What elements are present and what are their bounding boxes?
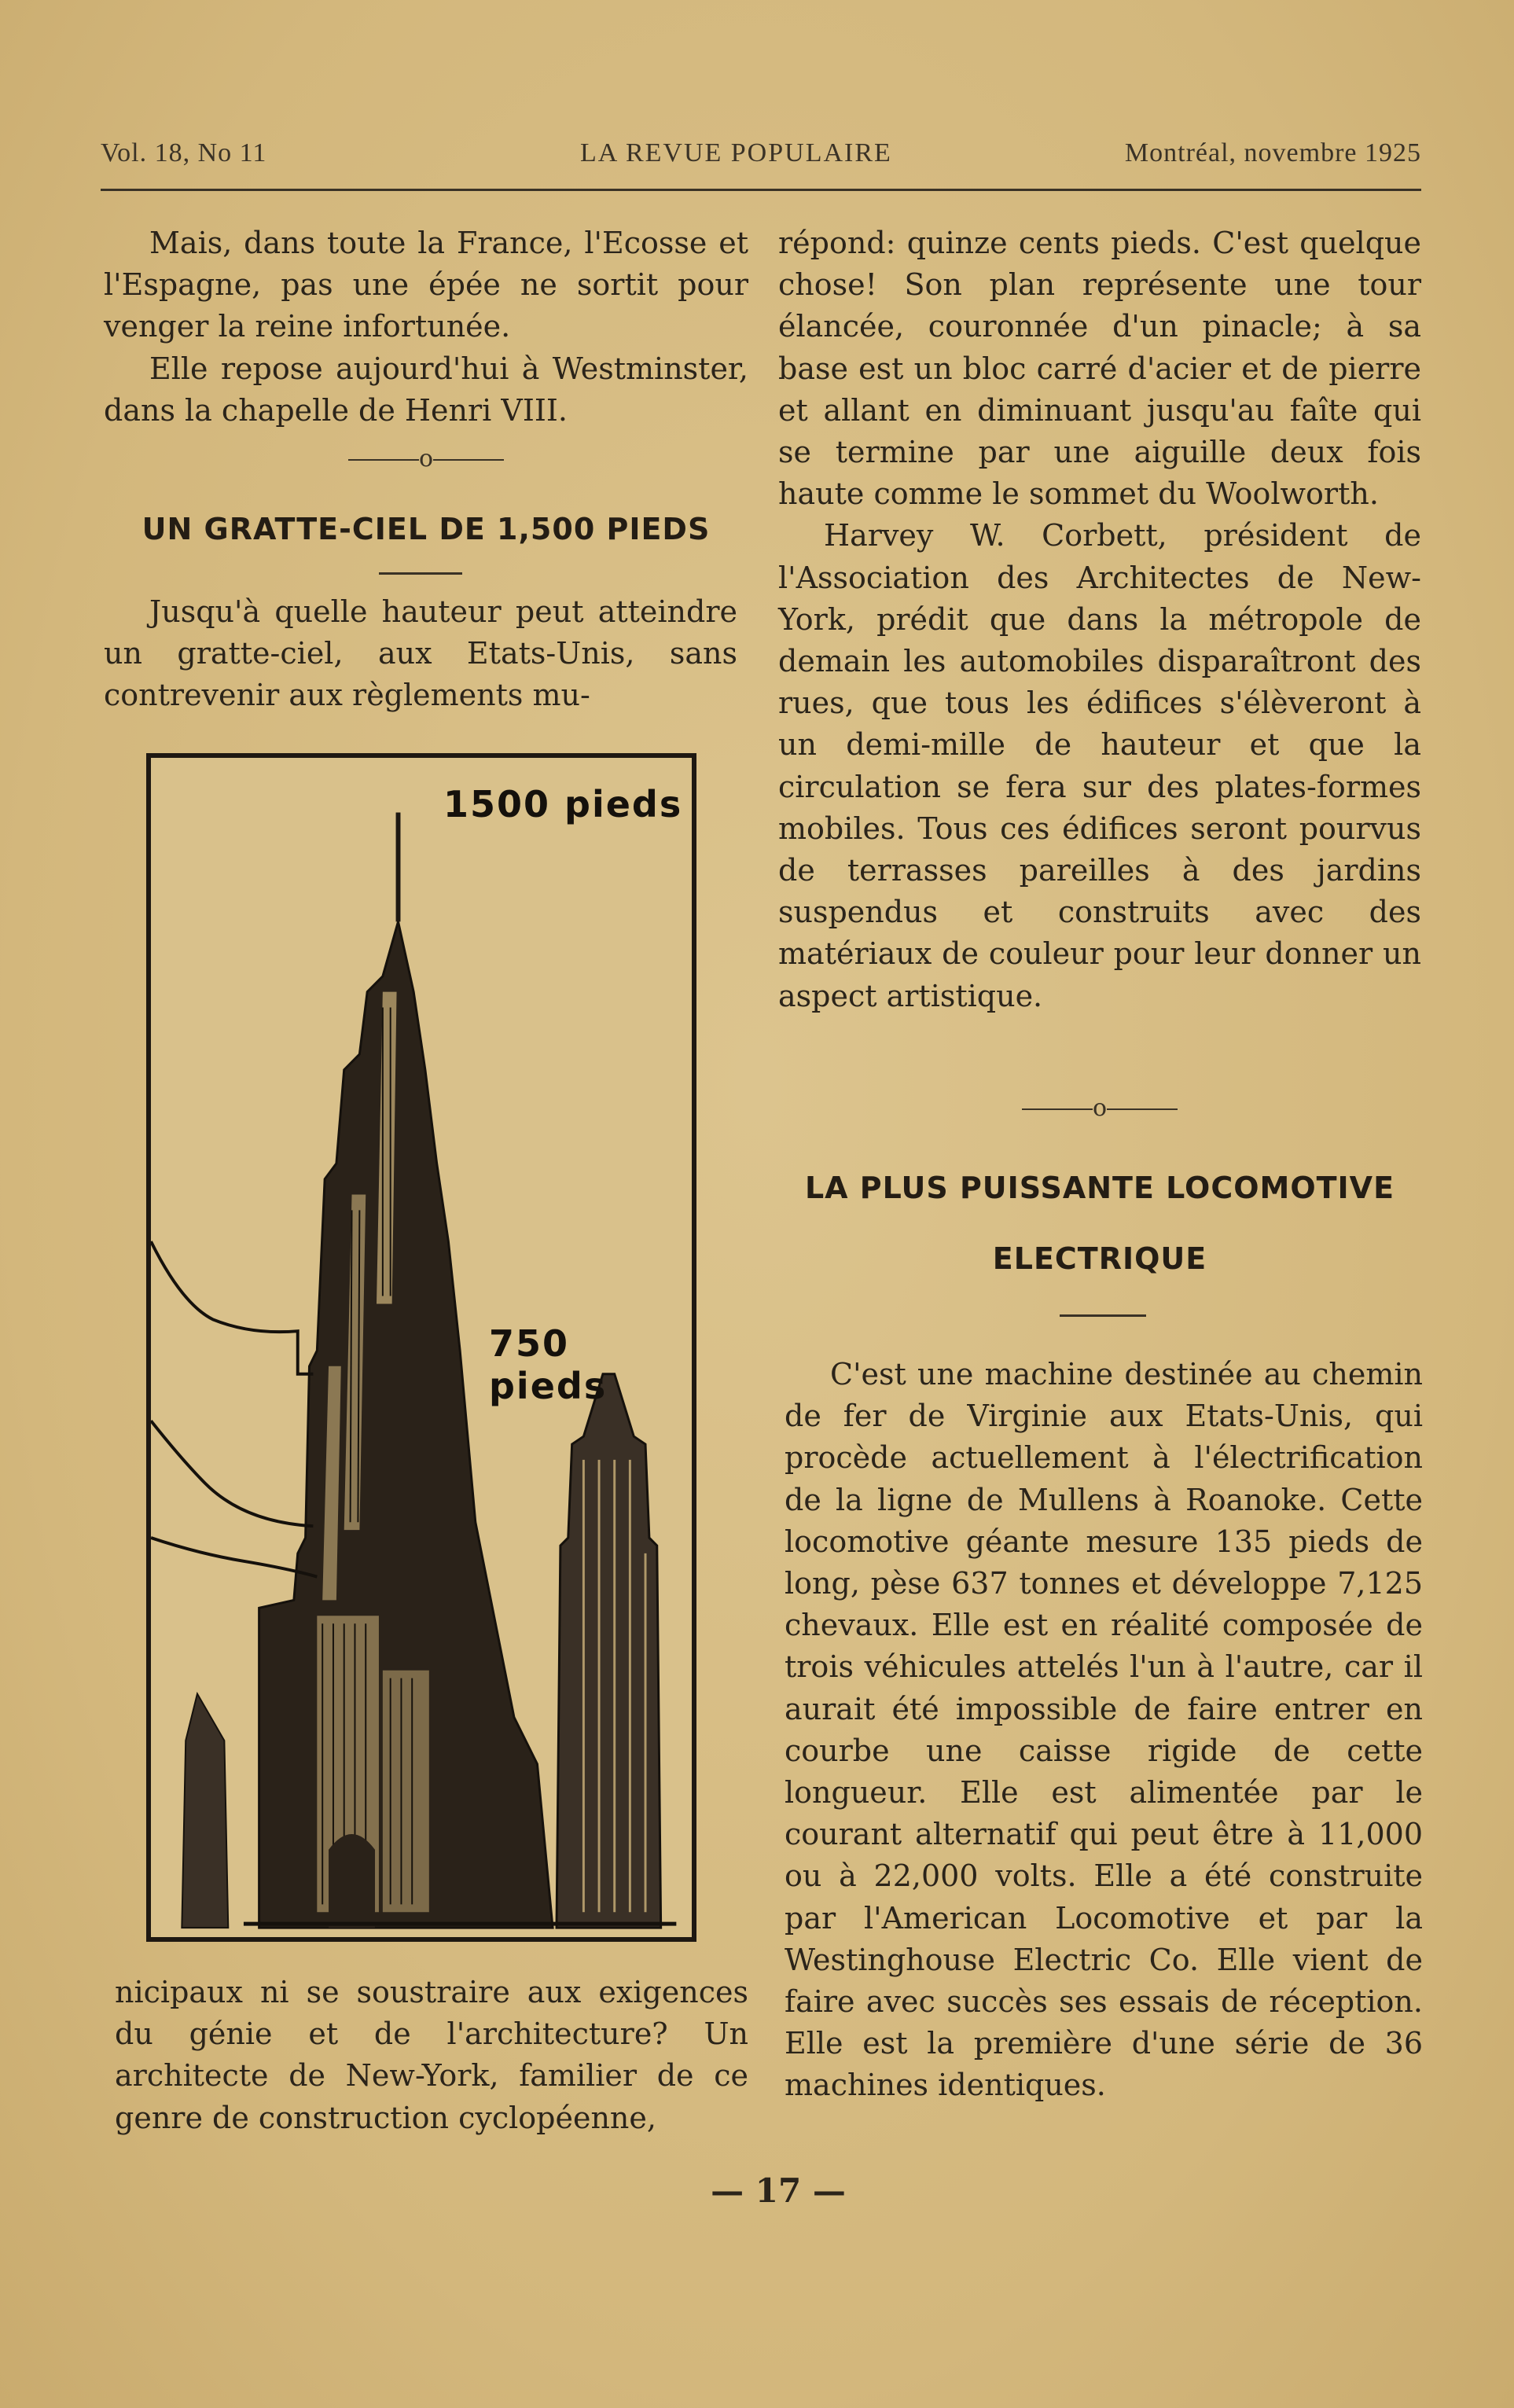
article1-continuation-left xyxy=(115,1972,748,2139)
running-head xyxy=(101,138,1421,186)
separator-line xyxy=(1022,1108,1093,1110)
separator-left xyxy=(104,445,748,472)
intro-paragraph-2: Elle repose aujourd'hui à Westminster, dans la chapelle de Henri VIII. xyxy=(104,351,748,428)
left-column-top xyxy=(104,222,748,432)
article2-title xyxy=(778,1162,1421,1285)
separator-right xyxy=(778,1094,1421,1122)
page-number: — 17 — xyxy=(711,2171,846,2210)
article1-intro xyxy=(104,591,737,717)
title-underline xyxy=(1060,1314,1146,1317)
publication-title: LA REVUE POPULAIRE xyxy=(580,138,892,167)
skyscraper-illustration xyxy=(146,753,696,1942)
separator-line xyxy=(1107,1108,1178,1110)
label-1500-pieds: 1500 pieds xyxy=(443,783,683,825)
article1-title: UN GRATTE-CIEL DE 1,500 PIEDS xyxy=(141,512,711,546)
intro-paragraph-1: Mais, dans toute la France, l'Ecosse et l'Espagne, pas une épée ne sortit pour venger la reine infortunée. xyxy=(104,226,748,344)
article2-title-line2: ELECTRIQUE xyxy=(992,1241,1207,1276)
header-rule xyxy=(101,189,1421,191)
label-750-pieds: 750 pieds xyxy=(489,1322,608,1407)
title-underline xyxy=(379,572,462,575)
article2-body xyxy=(785,1354,1423,2107)
separator-line xyxy=(348,459,419,461)
separator-mark: o xyxy=(418,445,434,472)
article1-paragraph-1: Jusqu'à quelle hauteur peut atteindre un gratte-ciel, aux Etats-Unis, sans contrevenir aux règlements mu- xyxy=(104,594,737,713)
separator-line xyxy=(433,459,504,461)
right-column-top xyxy=(778,222,1421,1017)
article1-cont-right: répond: quinze cents pieds. C'est quelque chose! Son plan représente une tour élancée, couronnée d'un pinacle; à sa base est un bloc carré d'acier et de pierre et allant en diminuant jusqu'au faîte qui se termine par une aiguille deux fois haute comme le sommet du Woolworth. xyxy=(778,226,1421,512)
article2-title-line1: LA PLUS PUISSANTE LOCOMOTIVE xyxy=(804,1171,1395,1205)
place-date: Montréal, novembre 1925 xyxy=(1124,138,1421,167)
article1-paragraph-1-cont: nicipaux ni se soustraire aux exigences du génie et de l'architecture? Un architecte de New-York, familier de ce genre de construction cyclopéenne, xyxy=(115,1975,748,2135)
article1-paragraph-2: Harvey W. Corbett, président de l'Association des Architectes de New-York, prédit que dans la métropole de demain les automobiles disparaîtront des rues, que tous les édifices s'élèveront à un demi-mille de hauteur et que la circulation se fera sur des plates-formes mobiles. Tous ces édifices seront pourvus de terrasses pareilles à des jardins suspendus et construits avec des matériaux de couleur pour leur donner un aspect artistique. xyxy=(778,518,1421,1013)
article2-paragraph-1: C'est une machine destinée au chemin de fer de Virginie aux Etats-Unis, qui procède actuellement à l'électrification de la ligne de Mullens à Roanoke. Cette locomotive géante mesure 135 pieds de long, pèse 637 tonnes et développe 7,125 chevaux. Elle est en réalité composée de trois véhicules attelés l'un à l'autre, car il aurait été impossible de faire entrer en courbe une caisse rigide de cette longueur. Elle est alimentée par le courant alternatif qui peut être à 11,000 ou à 22,000 volts. Elle a été construite par l'American Locomotive et par la Westinghouse Electric Co. Elle vient de faire avec succès ses essais de réception. Elle est la première d'une série de 36 machines identiques. xyxy=(785,1357,1423,2103)
separator-mark: o xyxy=(1092,1094,1108,1122)
volume-number: Vol. 18, No 11 xyxy=(101,138,267,167)
